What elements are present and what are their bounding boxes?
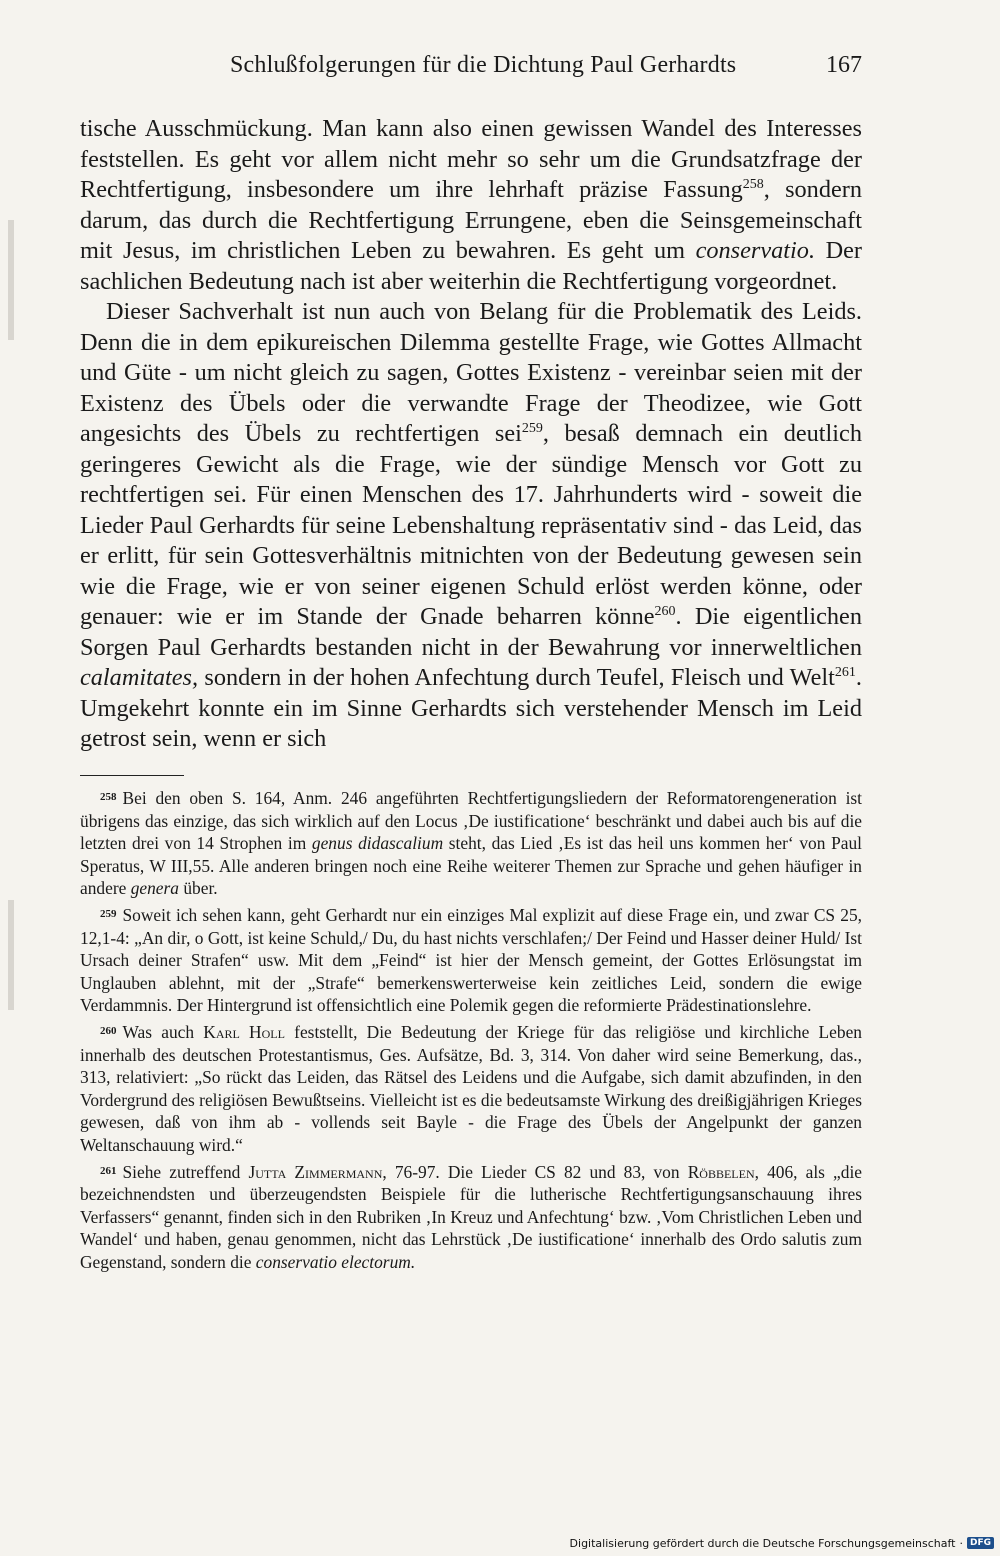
- text-run: Siehe zutreffend: [122, 1161, 249, 1182]
- text-run: , sondern darum, das durch die Rechtfertigung Errungene, eben die Seinsgemeinschaft mit Jesus, im christlichen Leben zu bewahren. Es geht um: [80, 176, 862, 264]
- footnote-ref[interactable]: 258: [742, 177, 764, 192]
- italic-term: genus didascalium: [311, 833, 444, 854]
- text-run: Dieser Sachverhalt ist nun auch von Belang für die Problematik des Leids. Denn die in dem epikureischen Dilemma gestellte Frage, wie Gottes Allmacht und Güte - um nicht gleich zu sagen, Gottes Existenz - vereinbar seien mit der Existenz des Übels oder die verwandte Frage der Theodizee, wie Gott angesichts des Übels zu rechtfertigen sei: [80, 298, 862, 447]
- text-run: , 76-97. Die Lieder CS 82 und 83, von: [382, 1161, 688, 1182]
- footnote-number: 258: [100, 791, 117, 803]
- footnotes: [80, 786, 862, 1276]
- footnote-divider: [80, 775, 184, 776]
- footnote-number: 260: [100, 1024, 117, 1037]
- text-run: , besaß demnach ein deutlich geringeres Gewicht als die Frage, wie der sündige Mensch vor Gott zu rechtfertigen sei. Für einen Menschen des 17. Jahrhunderts wird - soweit die Lieder Paul Gerhardts für seine Lebenshaltung repräsentativ sind - das Leid, das er erlitt, für sein Gottesverhältnis mitnichten von der Bedeutung gewesen sein wie die Frage, wie er von seiner eigenen Schuld erlöst werden könne, oder genauer: wie er im Stande der Gnade beharren könne: [80, 420, 862, 630]
- author-name: Karl Holl: [203, 1021, 285, 1042]
- footnote-261: [80, 1160, 862, 1274]
- running-head: [80, 52, 862, 86]
- text-run: Was auch: [122, 1021, 204, 1042]
- author-name: Röbbelen: [687, 1161, 755, 1182]
- italic-term: conservatio electorum.: [255, 1251, 416, 1272]
- footnote-number: 261: [100, 1164, 117, 1177]
- paragraph: [80, 114, 862, 297]
- scan-edge-mark: [8, 220, 14, 340]
- paragraph: [80, 297, 862, 755]
- text-run: . Die eigentlichen Sorgen Paul Gerhardts bestanden nicht in der Bewahrung vor innerweltlichen: [80, 603, 862, 661]
- author-name: Jutta Zimmermann: [248, 1161, 383, 1182]
- footnote-ref[interactable]: 259: [521, 421, 543, 436]
- text-run: sondern in der hohen Anfechtung durch Teufel, Fleisch und Welt: [198, 664, 835, 691]
- running-title: Schlußfolgerungen für die Dichtung Paul Gerhardts: [230, 52, 737, 78]
- text-run: Bei den oben S. 164, Anm. 246 angeführten Rechtfertigungsliedern der Reformatorengeneration ist übrigens das einzige, das sich wirklich auf den Locus ‚De iustificatione‘ beschränkt und dabei auch bis auf die letzten drei von 14 Strophen im: [80, 788, 862, 854]
- text-run: , 406, als „die bezeichnendsten und überzeugendsten Beispiele für die lutherische Rechtfertigungsanschauung ihres Verfassers“ genannt, finden sich in den Rubriken ‚In Kreuz und Anfechtung‘ bzw. ‚Vom Christlichen Leben und Wandel‘ und haben, genau genommen, nicht das Lehrstück ‚De iustificatione‘ innerhalb des Ordo salutis zum Gegenstand, sondern die: [80, 1161, 863, 1272]
- main-text: [80, 114, 862, 755]
- italic-term: conservatio.: [695, 237, 816, 264]
- footnote-ref[interactable]: 260: [654, 604, 676, 619]
- italic-term: genera: [130, 878, 179, 899]
- text-run: Der sachlichen Bedeutung nach ist aber weiterhin die Rechtfertigung vorgeordnet.: [80, 237, 863, 295]
- text-run: über.: [178, 878, 218, 899]
- text-run: steht, das Lied ‚Es ist das heil uns kommen her‘ von Paul Speratus, W III,55. Alle anderen bringen noch eine Reihe weiterer Themen zur Sprache und gehen häufiger in andere: [80, 833, 862, 899]
- separator-dot: ·: [959, 1536, 963, 1550]
- text-run: Soweit ich sehen kann, geht Gerhardt nur ein einziges Mal explizit auf diese Frage ein, und zwar CS 25, 12,1-4: „An dir, o Gott, ist keine Schuld,/ Du, du hast nichts verschlafen;/ Der Feind und Hasser deiner Huld/ Ist Ursach deiner Strafen“ usw. Mit dem „Feind“ ist hier der Mensch gemeint, der Gottes Erlösungstat im Unglauben ablehnt, mit der „Strafe“ bemerkenswerterweise kein zeitliches Leid, sondern die ewige Verdammnis. Der Hintergrund ist offensichtlich eine Polemik gegen die reformierte Prädestinationslehre.: [80, 904, 862, 1016]
- footnote-259: [80, 903, 862, 1017]
- footnote-258: [80, 786, 862, 900]
- footnote-260: [80, 1020, 862, 1157]
- italic-term: calamitates,: [80, 664, 199, 691]
- text-run: tische Ausschmückung. Man kann also einen gewissen Wandel des Interesses feststellen. Es geht vor allem nicht mehr so sehr um die Grundsatzfrage der Rechtfertigung, insbesondere um ihre lehrhaft präzise Fassung: [80, 115, 862, 203]
- credit-text: Digitalisierung gefördert durch die Deutsche Forschungsgemeinschaft: [569, 1536, 956, 1550]
- digitization-credit: [570, 1534, 994, 1552]
- dfg-logo[interactable]: DFG: [967, 1537, 994, 1549]
- text-run: feststellt, Die Bedeutung der Kriege für das religiöse und kirchliche Leben innerhalb des deutschen Protestantismus, Ges. Aufsätze, Bd. 3, 314. Von daher wird seine Bemerkung, das., 313, relativiert: „So rückt das Leiden, das Rätsel des Leidens und die Aufgabe, sich damit abzufinden, in den Vordergrund des religiösen Bewußtseins. Vielleicht ist es die bedeutsamste Wirkung des dreißigjährigen Krieges gewesen, daß von ihm ab - vollends seit Bayle - die Frage des Übels der Angelpunkt der ganzen Weltanschauung wird.“: [80, 1021, 863, 1155]
- scan-edge-mark: [8, 900, 14, 1010]
- footnote-ref[interactable]: 261: [834, 665, 856, 680]
- text-run: . Umgekehrt konnte ein im Sinne Gerhardts sich verstehender Mensch im Leid getrost sein, wenn er sich: [80, 664, 862, 752]
- page-number: 167: [826, 52, 862, 78]
- footnote-number: 259: [100, 907, 117, 920]
